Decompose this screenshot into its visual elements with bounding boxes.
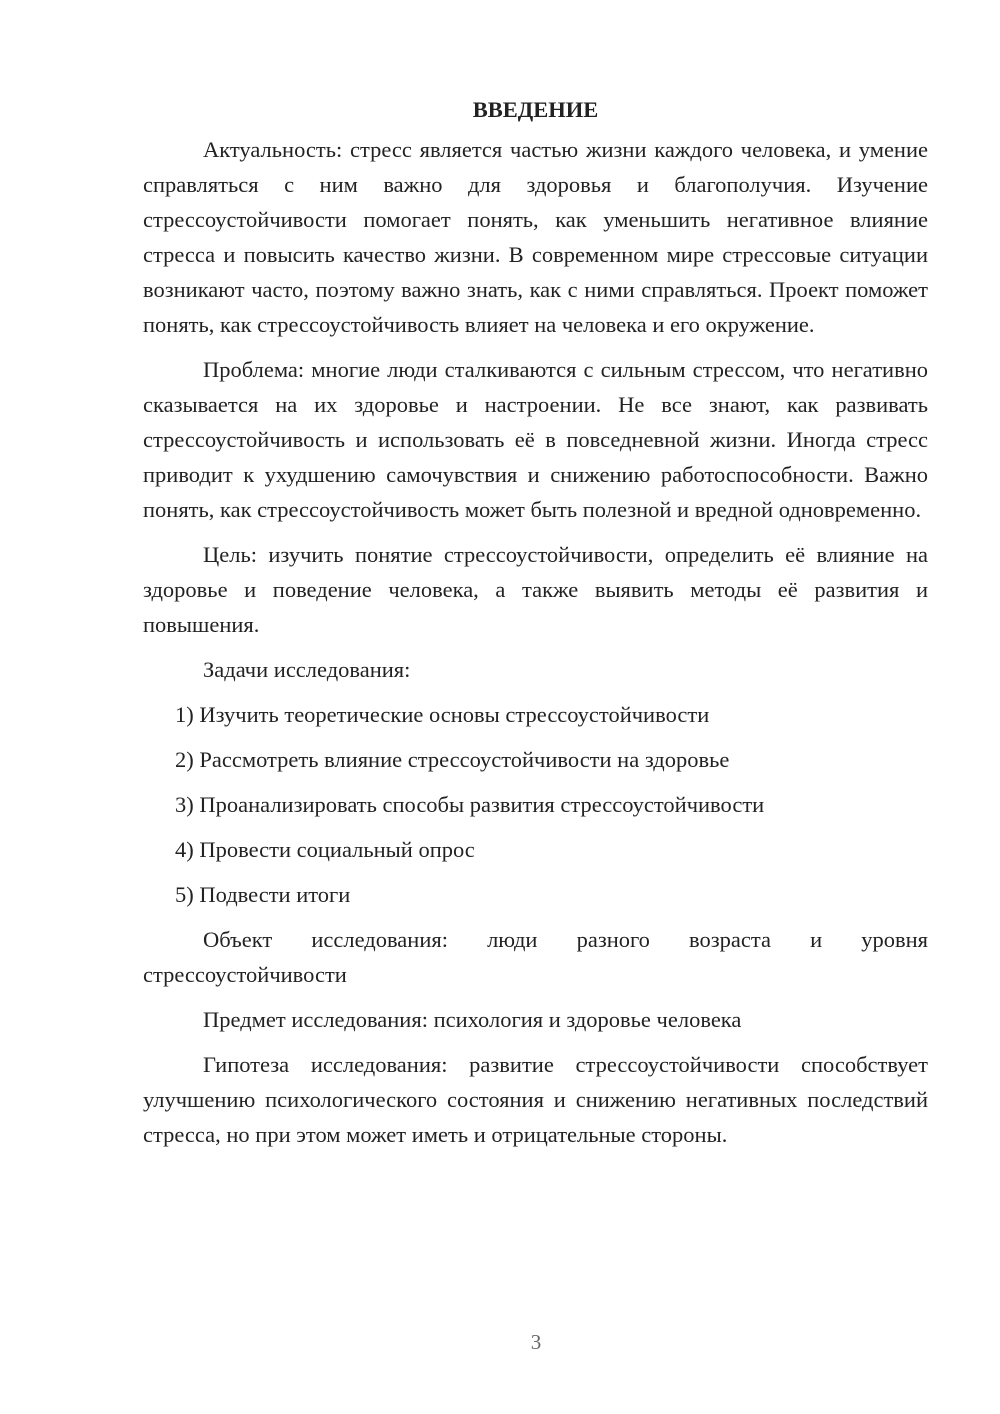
section-heading: ВВЕДЕНИЕ [472, 97, 599, 122]
paragraph-object: Объект исследования: люди разного возраста и уровня стрессоустойчивости [143, 927, 928, 987]
paragraph-goal: Цель: изучить понятие стрессоустойчивости, определить её влияние на здоровье и поведение человека, а также выявить методы её развития и повышения. [143, 542, 928, 637]
page-number: 3 [530, 1330, 542, 1354]
paragraph-problem: Проблема: многие люди сталкиваются с сильным стрессом, что негативно сказывается на их здоровье и настроении. Не все знают, как развивать стрессоустойчивость и использовать её в повседневной жизни. Иногда стресс приводит к ухудшению самочувствия и снижению работоспособности. Важно понять, как стрессоустойчивость может быть полезной и вредной одновременно. [143, 357, 928, 522]
task-item: 4) Провести социальный опрос [175, 837, 475, 862]
paragraph-subject: Предмет исследования: психология и здоровье человека [203, 1007, 742, 1032]
task-item: 5) Подвести итоги [175, 882, 351, 907]
document-page [143, 90, 928, 1162]
task-item: 2) Рассмотреть влияние стрессоустойчивости на здоровье [175, 747, 730, 772]
task-list [143, 697, 928, 912]
task-item: 3) Проанализировать способы развития стрессоустойчивости [175, 792, 765, 817]
tasks-title: Задачи исследования: [203, 657, 411, 682]
paragraph-hypothesis: Гипотеза исследования: развитие стрессоустойчивости способствует улучшению психологического состояния и снижению негативных последствий стресса, но при этом может иметь и отрицательные стороны. [143, 1052, 928, 1147]
task-item: 1) Изучить теоретические основы стрессоустойчивости [175, 702, 710, 727]
paragraph-relevance: Актуальность: стресс является частью жизни каждого человека, и умение справляться с ним важно для здоровья и благополучия. Изучение стрессоустойчивости помогает понять, как уменьшить негативное влияние стресса и повысить качество жизни. В современном мире стрессовые ситуации возникают часто, поэтому важно знать, как с ними справляться. Проект поможет понять, как стрессоустойчивость влияет на человека и его окружение. [143, 137, 928, 337]
